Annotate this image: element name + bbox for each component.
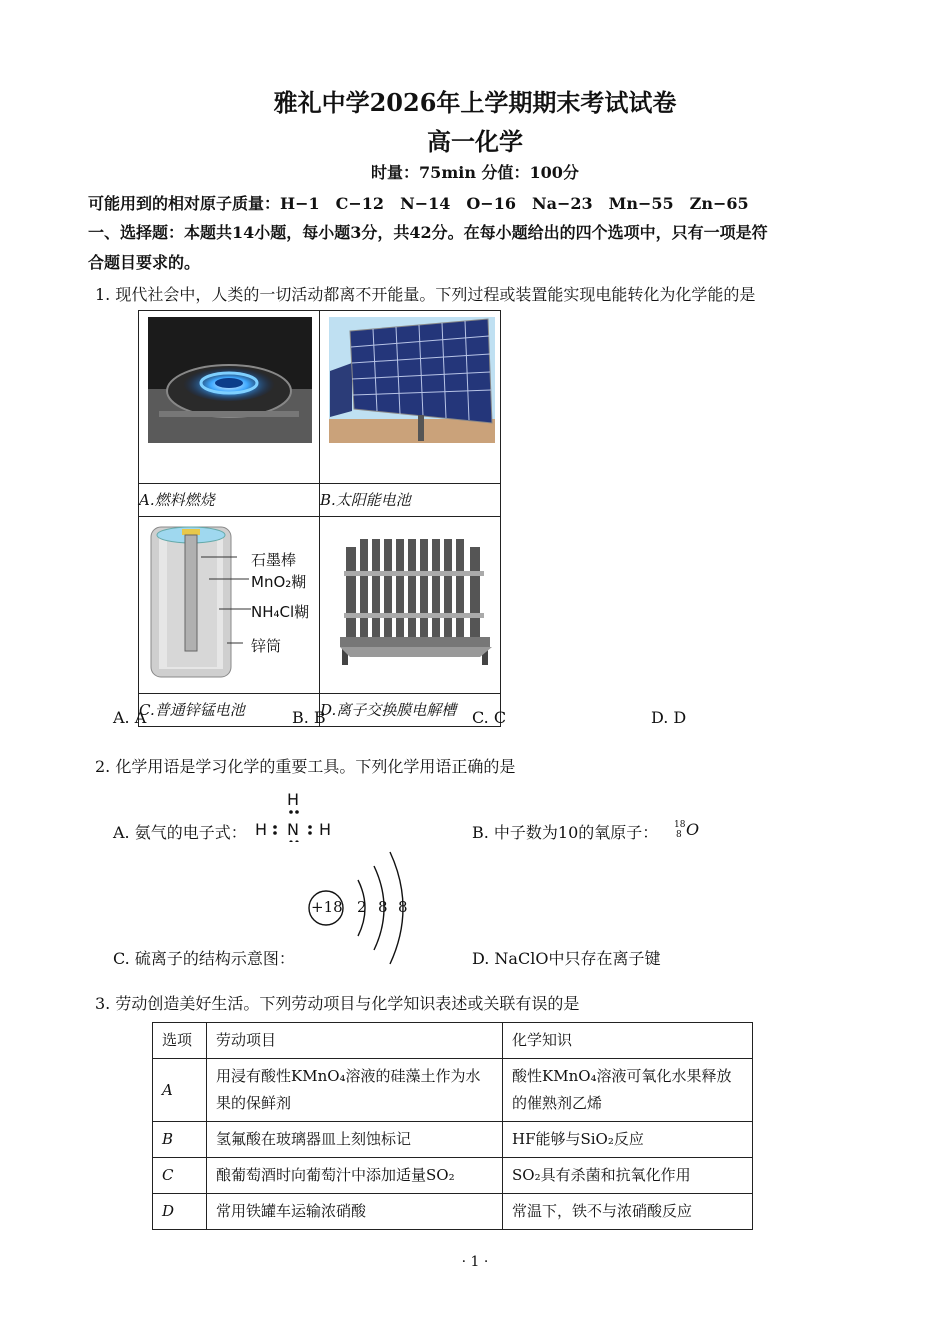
oxygen-isotope-symbol — [674, 818, 704, 842]
q3-row-c-labor: 酿葡萄酒时向葡萄汁中添加适量SO₂ — [207, 1158, 503, 1194]
q2-option-a[interactable]: A. 氨气的电子式： — [113, 823, 247, 842]
q3-row-b-knowledge: HF能够与SiO₂反应 — [503, 1122, 753, 1158]
q1-caption-a: A.燃料燃烧 — [139, 484, 320, 517]
q1-cell-c — [139, 517, 320, 694]
q3-header-knowledge: 化学知识 — [503, 1023, 753, 1059]
table-row — [153, 1059, 753, 1122]
lewis-center-n: N — [287, 820, 299, 839]
section1-instruction-line1: 一、选择题：本题共14小题，每小题3分，共42分。在每小题给出的四个选项中，只有一项是符 — [88, 223, 768, 242]
q1-cell-d — [320, 517, 501, 694]
q3-row-c-option: C — [153, 1158, 207, 1194]
lewis-right-h: H — [319, 820, 332, 839]
q1-option-d[interactable]: D. D — [651, 708, 687, 727]
lewis-left-h: H — [255, 820, 268, 839]
q2-option-d[interactable]: D. NaClO中只存在离子键 — [472, 949, 661, 968]
gas-flame-image — [139, 311, 319, 449]
ion-shell-1: 2 — [357, 898, 367, 916]
ion-shell-3: 8 — [398, 898, 408, 916]
q3-table — [152, 1022, 753, 1230]
battery-label-mno2: MnO₂糊 — [251, 573, 307, 591]
q3-row-b-option: B — [153, 1122, 207, 1158]
q1-caption-b: B.太阳能电池 — [320, 484, 501, 517]
q3-row-b-labor: 氢氟酸在玻璃器皿上刻蚀标记 — [207, 1122, 503, 1158]
q1-cell-a — [139, 311, 320, 484]
battery-label-zinc: 锌筒 — [251, 637, 282, 655]
q3-row-a-knowledge: 酸性KMnO₄溶液可氧化水果释放的催熟剂乙烯 — [503, 1059, 753, 1122]
table-row — [153, 1194, 753, 1230]
q2-option-c[interactable]: C. 硫离子的结构示意图： — [113, 949, 295, 968]
q1-caption-d: D.离子交换膜电解槽 — [320, 694, 501, 727]
time-score: 时量：75min 分值：100分 — [371, 163, 579, 182]
q3-table-header-row — [153, 1023, 753, 1059]
q3-row-a-labor: 用浸有酸性KMnO₄溶液的硅藻土作为水果的保鲜剂 — [207, 1059, 503, 1122]
solar-panel-image — [320, 311, 500, 449]
battery-label-nh4cl: NH₄Cl糊 — [251, 603, 310, 621]
q3-header-option: 选项 — [153, 1023, 207, 1059]
q3-row-c-knowledge: SO₂具有杀菌和抗氧化作用 — [503, 1158, 753, 1194]
q1-option-c[interactable]: C. C — [472, 708, 507, 727]
q3-row-d-option: D — [153, 1194, 207, 1230]
q3-row-d-labor: 常用铁罐车运输浓硝酸 — [207, 1194, 503, 1230]
ammonia-electron-formula — [255, 790, 335, 842]
isotope-mass-number: 18 — [674, 820, 686, 830]
lewis-electron-dots — [255, 790, 335, 842]
q1-option-b[interactable]: B. B — [292, 708, 326, 727]
ion-nucleus-charge: +18 — [311, 898, 343, 916]
table-row — [153, 1158, 753, 1194]
q3-row-d-knowledge: 常温下，铁不与浓硝酸反应 — [503, 1194, 753, 1230]
battery-label-graphite: 石墨棒 — [251, 551, 297, 569]
q1-caption-c: C.普通锌锰电池 — [139, 694, 320, 727]
isotope-atomic-number: 8 — [676, 830, 682, 840]
q2-option-b[interactable]: B. 中子数为10的氧原子： — [472, 823, 659, 842]
q3-row-a-option: A — [153, 1059, 207, 1122]
q2-stem: 2. 化学用语是学习化学的重要工具。下列化学用语正确的是 — [95, 757, 516, 776]
q1-option-a[interactable]: A. A — [113, 708, 147, 727]
lewis-top-h: H — [287, 790, 300, 809]
isotope-symbol: O — [686, 820, 700, 839]
ion-shell-2: 8 — [378, 898, 388, 916]
page-number: · 1 · — [461, 1254, 489, 1270]
exam-title: 雅礼中学2026年上学期期末考试试卷 — [273, 88, 677, 117]
q1-cell-b — [320, 311, 501, 484]
subject-title: 高一化学 — [427, 127, 523, 156]
table-row — [153, 1122, 753, 1158]
q3-header-labor: 劳动项目 — [207, 1023, 503, 1059]
electrolyzer-image — [320, 517, 500, 689]
q3-stem: 3. 劳动创造美好生活。下列劳动项目与化学知识表述或关联有误的是 — [95, 994, 580, 1013]
q1-stem: 1. 现代社会中，人类的一切活动都离不开能量。下列过程或装置能实现电能转化为化学能的是 — [95, 285, 756, 304]
atomic-masses: 可能用到的相对原子质量：H−1 C−12 N−14 O−16 Na−23 Mn−55 Zn−65 — [88, 194, 749, 213]
section1-instruction-line2: 合题目要求的。 — [88, 253, 201, 272]
q1-image-grid — [138, 310, 501, 727]
